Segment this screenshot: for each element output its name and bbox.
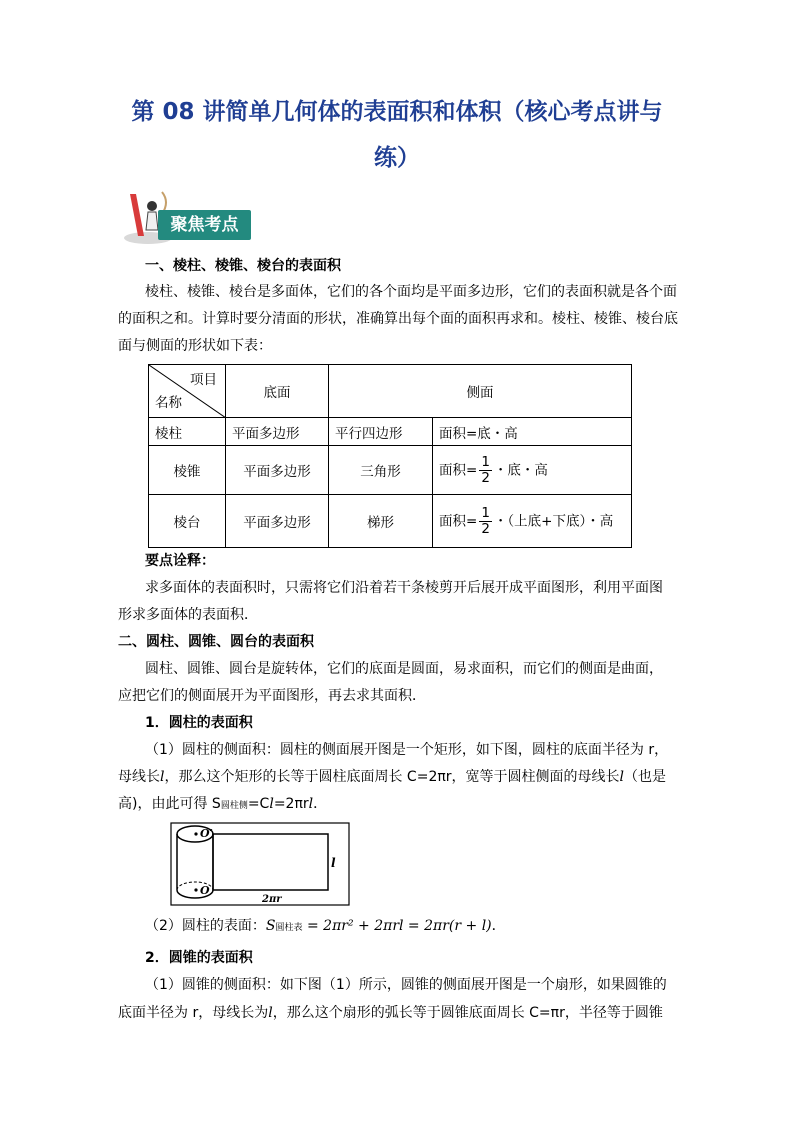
table-row	[149, 495, 632, 548]
cylinder-unfold-figure	[170, 822, 350, 906]
cone-para-line2	[118, 1003, 663, 1023]
row-area	[433, 495, 632, 548]
text: 高)，由此可得 S	[118, 796, 221, 812]
label-o: O	[200, 884, 210, 897]
math-l: l	[160, 769, 165, 785]
fraction-denominator: 2	[481, 469, 490, 486]
area-prefix: 面积=	[439, 462, 478, 478]
fraction-numerator: 1	[481, 504, 490, 521]
section1-para-line3: 面与侧面的形状如下表：	[118, 338, 272, 354]
cylinder-para-line1: （1）圆柱的侧面积：圆柱的侧面展开图是一个矩形，如下图，圆柱的底面半径为 r，	[145, 742, 669, 758]
section1-para-line2: 的面积之和。计算时要分清面的形状，准确算出每个面的面积再求和。棱柱、棱锥、棱台底	[118, 311, 678, 327]
note-para-line2: 形求多面体的表面积．	[118, 607, 258, 623]
figure-border	[171, 823, 349, 905]
header-base: 底面	[226, 365, 329, 418]
section2-heading: 二、圆柱、圆锥、圆台的表面积	[118, 634, 314, 650]
area-text: 面积=底・高	[439, 425, 518, 442]
section1-heading: 一、棱柱、棱锥、棱台的表面积	[145, 258, 341, 274]
shapes-table	[148, 364, 632, 548]
label-l: l	[331, 856, 336, 870]
text: ．	[313, 796, 328, 812]
header-item: 项目	[190, 372, 217, 388]
table-corner-cell	[149, 365, 226, 418]
row-shape: 三角形	[329, 446, 433, 495]
table-row	[149, 418, 632, 446]
text: ，那么这个矩形的长等于圆柱底面周长 C=2πr，宽等于圆柱侧面的母线长	[164, 769, 620, 785]
table-header-row	[149, 365, 632, 418]
center-bottom-dot	[194, 888, 197, 891]
row-base: 平面多边形	[226, 495, 329, 548]
text: ，那么这个扇形的弧长等于圆锥底面周长 C=πr，半径等于圆锥	[272, 1005, 663, 1021]
fraction	[479, 506, 492, 537]
row-base: 平面多边形	[226, 446, 329, 495]
row-name: 棱柱	[149, 418, 226, 446]
section2-para-line1: 圆柱、圆锥、圆台是旋转体，它们的底面是圆面，易求面积，而它们的侧面是曲面，	[145, 661, 663, 677]
cylinder-para-line3	[118, 794, 327, 816]
cone-heading: 2．圆锥的表面积	[145, 950, 253, 966]
label-o-prime: O′	[200, 827, 213, 840]
fraction-denominator: 2	[481, 520, 490, 537]
row-base: 平面多边形	[226, 418, 329, 446]
section1-para-line1: 棱柱、棱锥、棱台是多面体，它们的各个面均是平面多边形，它们的表面积就是各个面	[145, 284, 677, 300]
label-2pir: 2πr	[262, 894, 282, 905]
text: 底面半径为 r，母线长为	[118, 1005, 269, 1021]
row-name: 棱台	[149, 495, 226, 548]
note-heading: 要点诠释：	[145, 553, 215, 569]
area-prefix: 面积=	[439, 513, 478, 529]
header-name: 名称	[155, 395, 182, 411]
cylinder-para-line2	[118, 767, 666, 787]
math-l: l	[269, 796, 274, 812]
text: 母线长	[118, 769, 160, 785]
math-s: S	[265, 918, 276, 934]
row-name: 棱锥	[149, 446, 226, 495]
focus-badge: 聚焦考点	[158, 210, 251, 240]
cone-para-line1: （1）圆锥的侧面积：如下图（1）所示，圆锥的侧面展开图是一个扇形，如果圆锥的	[145, 977, 667, 993]
section2-para-line2: 应把它们的侧面展开为平面图形，再去求其面积．	[118, 688, 426, 704]
page-title: 第 08 讲简单几何体的表面积和体积（核心考点讲与	[131, 99, 663, 125]
text: =2πr	[273, 796, 309, 812]
area-suffix: ・底・高	[493, 462, 548, 478]
unfolded-rectangle	[213, 834, 328, 890]
row-shape: 梯形	[329, 495, 433, 548]
note-para-line1: 求多面体的表面积时，只需将它们沿着若干条棱剪开后展开成平面图形，利用平面图	[145, 580, 663, 596]
math-formula: = 2πr² + 2πrl = 2πr(r + l)	[302, 918, 492, 934]
cylinder-heading: 1．圆柱的表面积	[145, 715, 253, 731]
row-shape: 平行四边形	[329, 418, 433, 446]
row-area	[433, 446, 632, 495]
fraction-numerator: 1	[481, 453, 490, 470]
text: （也是	[624, 769, 667, 785]
subscript: 圆柱侧	[220, 801, 248, 811]
cylinder-surface-line	[145, 916, 506, 938]
math-l: l	[268, 1005, 273, 1021]
text: ．	[491, 918, 506, 934]
text: =C	[247, 796, 270, 812]
math-l: l	[308, 796, 314, 812]
fraction	[479, 455, 492, 486]
math-l: l	[619, 769, 625, 785]
text: （2）圆柱的表面：	[145, 918, 266, 934]
subscript: 圆柱表	[275, 923, 303, 933]
table-row	[149, 446, 632, 495]
row-area	[433, 418, 632, 446]
header-side: 侧面	[329, 365, 632, 418]
center-top-dot	[194, 832, 197, 835]
page-title-continued: 练）	[374, 145, 420, 171]
area-suffix: ・（上底+下底）・高	[493, 513, 614, 529]
